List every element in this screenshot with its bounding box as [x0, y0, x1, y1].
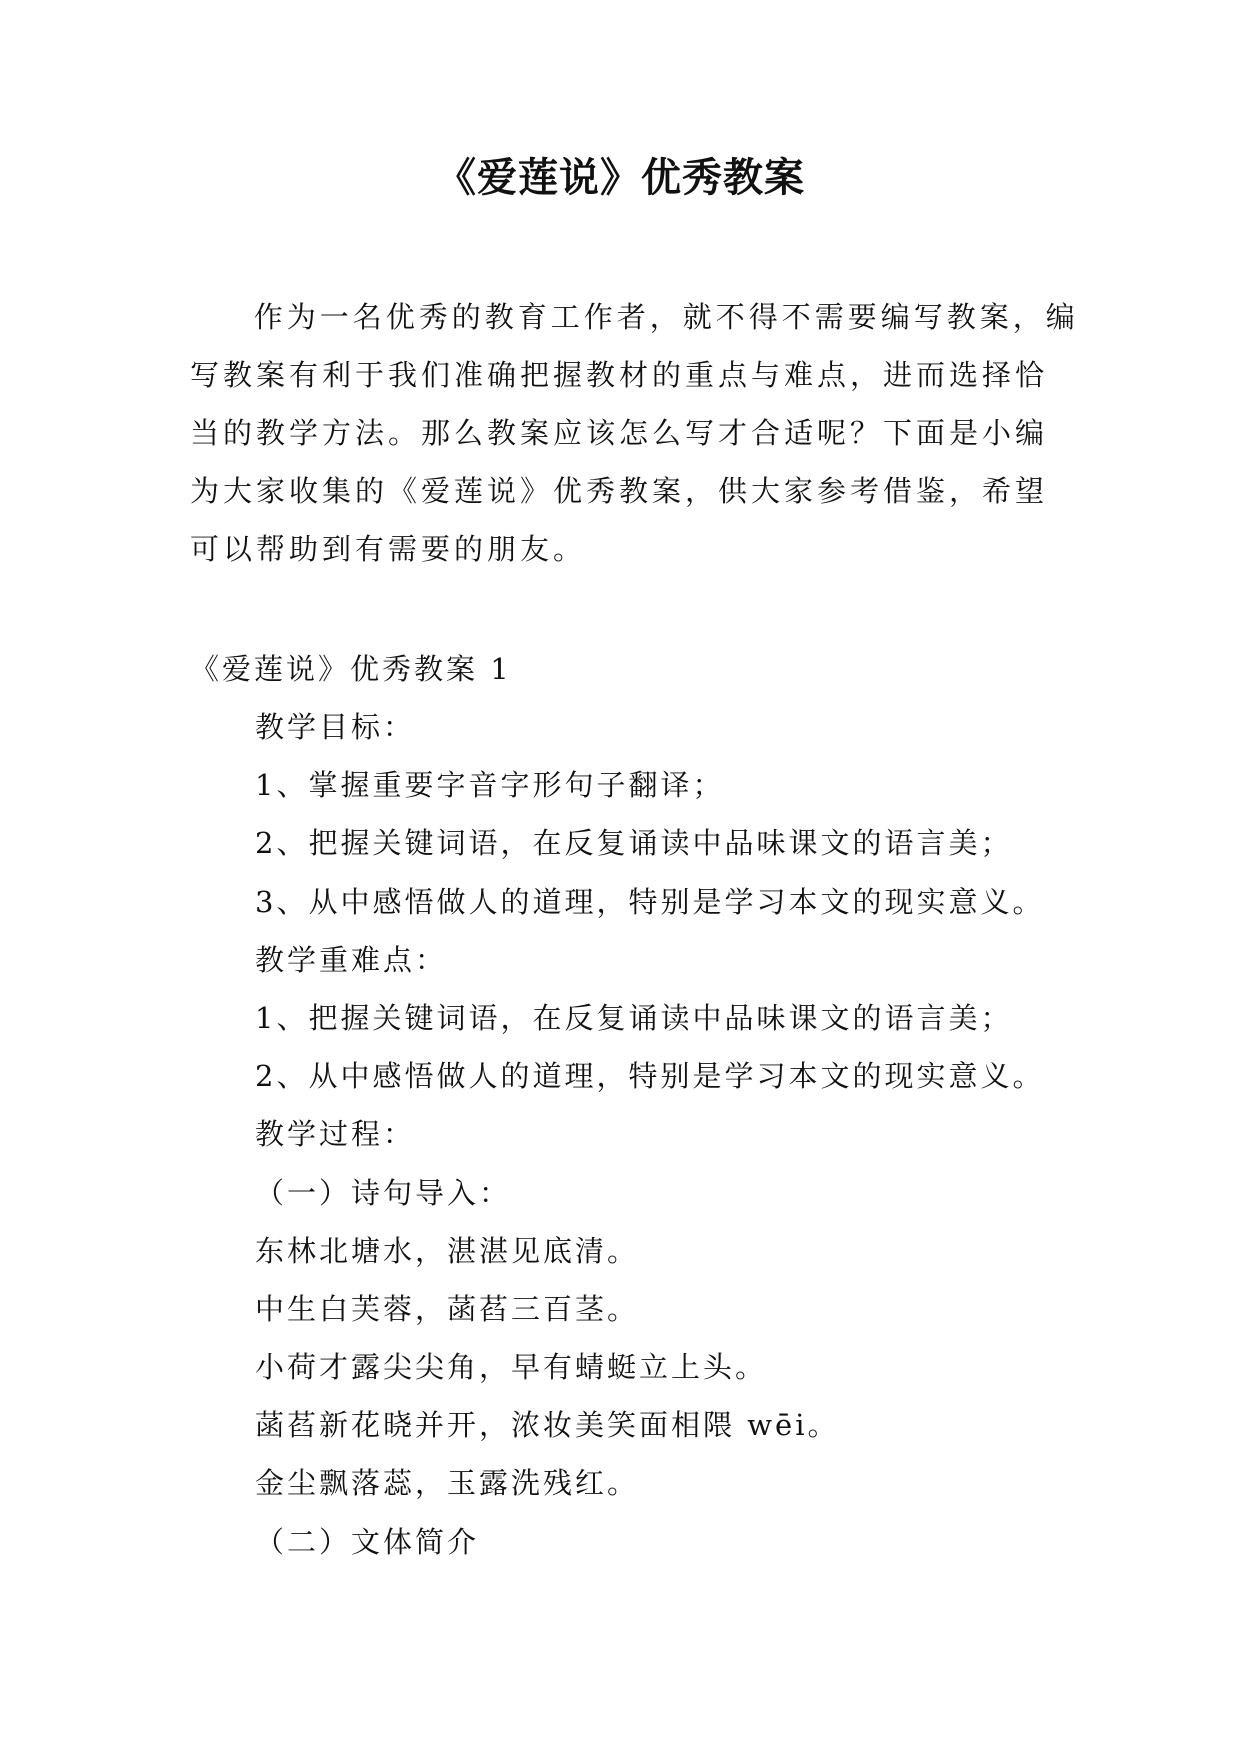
line-key-points-heading: 教学重难点：	[255, 942, 448, 977]
line-step-1-heading: （一）诗句导入：	[255, 1175, 512, 1210]
section-heading: 《爱莲说》优秀教案 1	[190, 652, 512, 686]
intro-paragraph: 作为一名优秀的教育工作者，就不得不需要编写教案，编写教案有利于我们准确把握教材的重点与难点，进而选择恰当的教学方法。那么教案应该怎么写才合适呢？下面是小编为大家收集的《爱莲说》优秀教案，供大家参考借鉴，希望可以帮助到有需要的朋友。	[190, 300, 1079, 566]
line-goal-3: 3、从中感悟做人的道理，特别是学习本文的现实意义。	[255, 884, 1045, 919]
line-goal-1: 1、掌握重要字音字形句子翻译；	[255, 768, 725, 803]
lesson-body	[255, 698, 1115, 1571]
line-poem-2: 中生白芙蓉，菡萏三百茎。	[255, 1291, 640, 1326]
line-poem-3: 小荷才露尖尖角，早有蜻蜓立上头。	[255, 1350, 768, 1385]
line-key-point-2: 2、从中感悟做人的道理，特别是学习本文的现实意义。	[255, 1059, 1045, 1094]
line-step-2-heading: （二）文体简介	[255, 1524, 480, 1559]
line-key-point-1: 1、把握关键词语，在反复诵读中品味课文的语言美；	[255, 1000, 1013, 1035]
line-teaching-goals-heading: 教学目标：	[255, 710, 416, 744]
document-title: 《爱莲说》优秀教案	[436, 155, 805, 201]
line-process-heading: 教学过程：	[255, 1117, 416, 1152]
line-poem-4: 菡萏新花晓并开，浓妆美笑面相隈 wēi。	[255, 1408, 840, 1443]
line-poem-5: 金尘飘落蕊，玉露洗残红。	[255, 1466, 640, 1501]
line-poem-1: 东林北塘水，湛湛见底清。	[255, 1233, 640, 1268]
line-goal-2: 2、把握关键词语，在反复诵读中品味课文的语言美；	[255, 826, 1013, 861]
intro-paragraph-block	[190, 288, 1080, 578]
